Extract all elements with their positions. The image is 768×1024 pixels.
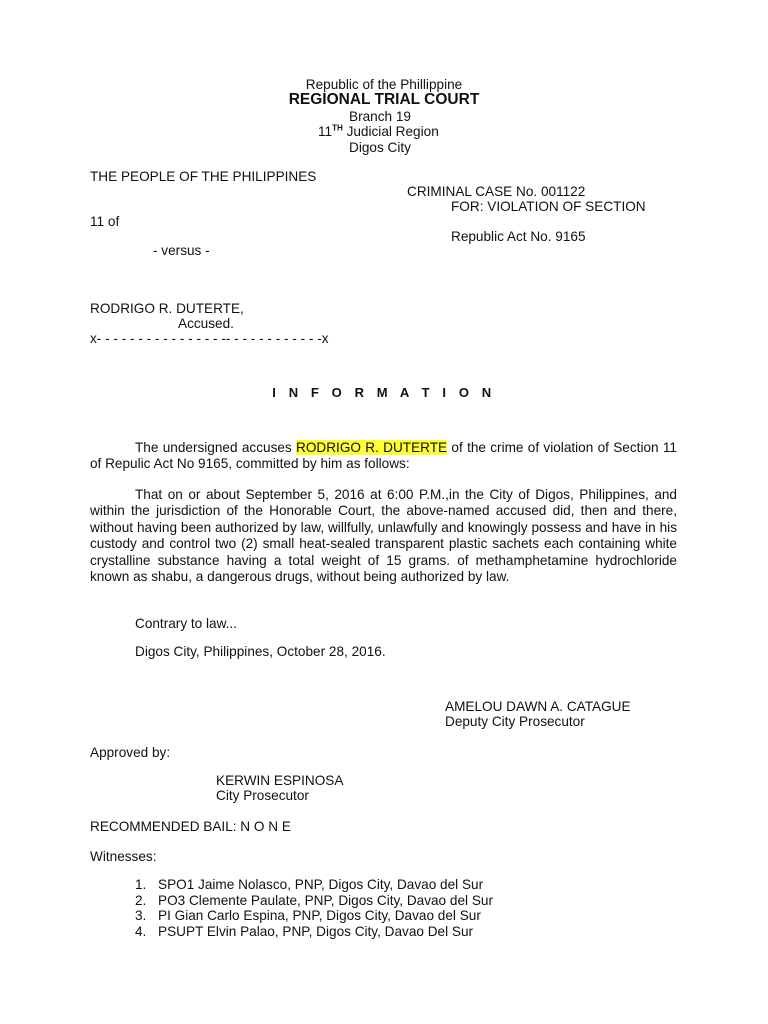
place-date: Digos City, Philippines, October 28, 2016.	[135, 644, 386, 659]
accused-name: RODRIGO R. DUTERTE,	[90, 301, 244, 316]
accusation-text-start: The undersigned accuses	[135, 440, 297, 455]
witness-item	[135, 908, 493, 924]
facts-text: That on or about September 5, 2016 at 6:00 P.M.,in the City of Digos, Philippines, and within the jurisdiction of the Honorable Court, the above-named accused did, then and there, without having been authorized by law, willfully, unlawfully and knowingly possess and have in his custody and control two (2) small heat-sealed transparent plastic sachets each containing white crystalline substance having a total weight of 15 grams. of methamphetamine hydrochloride known as shabu, a dangerous drugs, without being authorized by law.	[90, 487, 677, 585]
witness-item	[135, 924, 493, 940]
witness-number: 3.	[135, 908, 147, 923]
accused-highlight: RODRIGO R. DUTERTE	[296, 440, 448, 455]
paragraph-accusation	[90, 440, 677, 473]
region-line	[318, 124, 439, 140]
witness-text: PSUPT Elvin Palao, PNP, Digos City, Davao Del Sur	[158, 923, 474, 939]
accusation-text-end: of the crime of violation of Section 11 of Repulic Act No 9165, committed by him as follows:	[90, 440, 677, 472]
versus: - versus -	[153, 243, 210, 258]
approved-by-label: Approved by:	[90, 745, 171, 760]
witness-text: SPO1 Jaime Nolasco, PNP, Digos City, Davao del Sur	[158, 877, 484, 892]
caption-separator: x- - - - - - - - - - - - - - - -- - - - - - - - - - - -x	[90, 331, 329, 346]
violation-line: FOR: VIOLATION OF SECTION	[451, 199, 646, 214]
approver-name: KERWIN ESPINOSA	[216, 773, 344, 788]
witness-text: PO3 Clemente Paulate, PNP, Digos City, Davao del Sur	[158, 892, 493, 908]
witness-item	[135, 893, 493, 909]
witness-item	[135, 877, 493, 893]
region-text: Judicial Region	[342, 124, 439, 139]
plaintiff: THE PEOPLE OF THE PHILIPPINES	[90, 169, 317, 184]
witnesses-label: Witnesses:	[90, 849, 157, 864]
approver-title: City Prosecutor	[216, 788, 309, 803]
section-wrap: 11 of	[90, 214, 120, 229]
contrary-to-law: Contrary to law...	[135, 616, 237, 631]
region-ordinal: TH	[332, 123, 343, 133]
recommended-bail: RECOMMENDED BAIL: N O N E	[90, 819, 291, 834]
republic-act: Republic Act No. 9165	[451, 229, 586, 244]
document-title: I N F O R M A T I O N	[272, 385, 496, 400]
witness-number: 4.	[135, 923, 147, 939]
court-name: REGIONAL TRIAL COURT	[288, 91, 480, 108]
witness-number: 2.	[135, 892, 147, 908]
accused-label: Accused.	[178, 316, 234, 331]
witness-list	[135, 877, 493, 939]
republic-line: Republic of the Phillippine	[305, 77, 463, 92]
paragraph-facts	[90, 487, 677, 585]
signatory-title: Deputy City Prosecutor	[445, 714, 585, 729]
witness-number: 1.	[135, 877, 147, 892]
case-number: CRIMINAL CASE No. 001122	[407, 184, 586, 199]
witness-text: PI Gian Carlo Espina, PNP, Digos City, Davao del Sur	[158, 908, 481, 923]
region-number: 11	[318, 124, 333, 139]
branch-line: Branch 19	[349, 109, 411, 124]
city-line: Digos City	[349, 140, 411, 155]
signatory-name: AMELOU DAWN A. CATAGUE	[445, 699, 631, 714]
